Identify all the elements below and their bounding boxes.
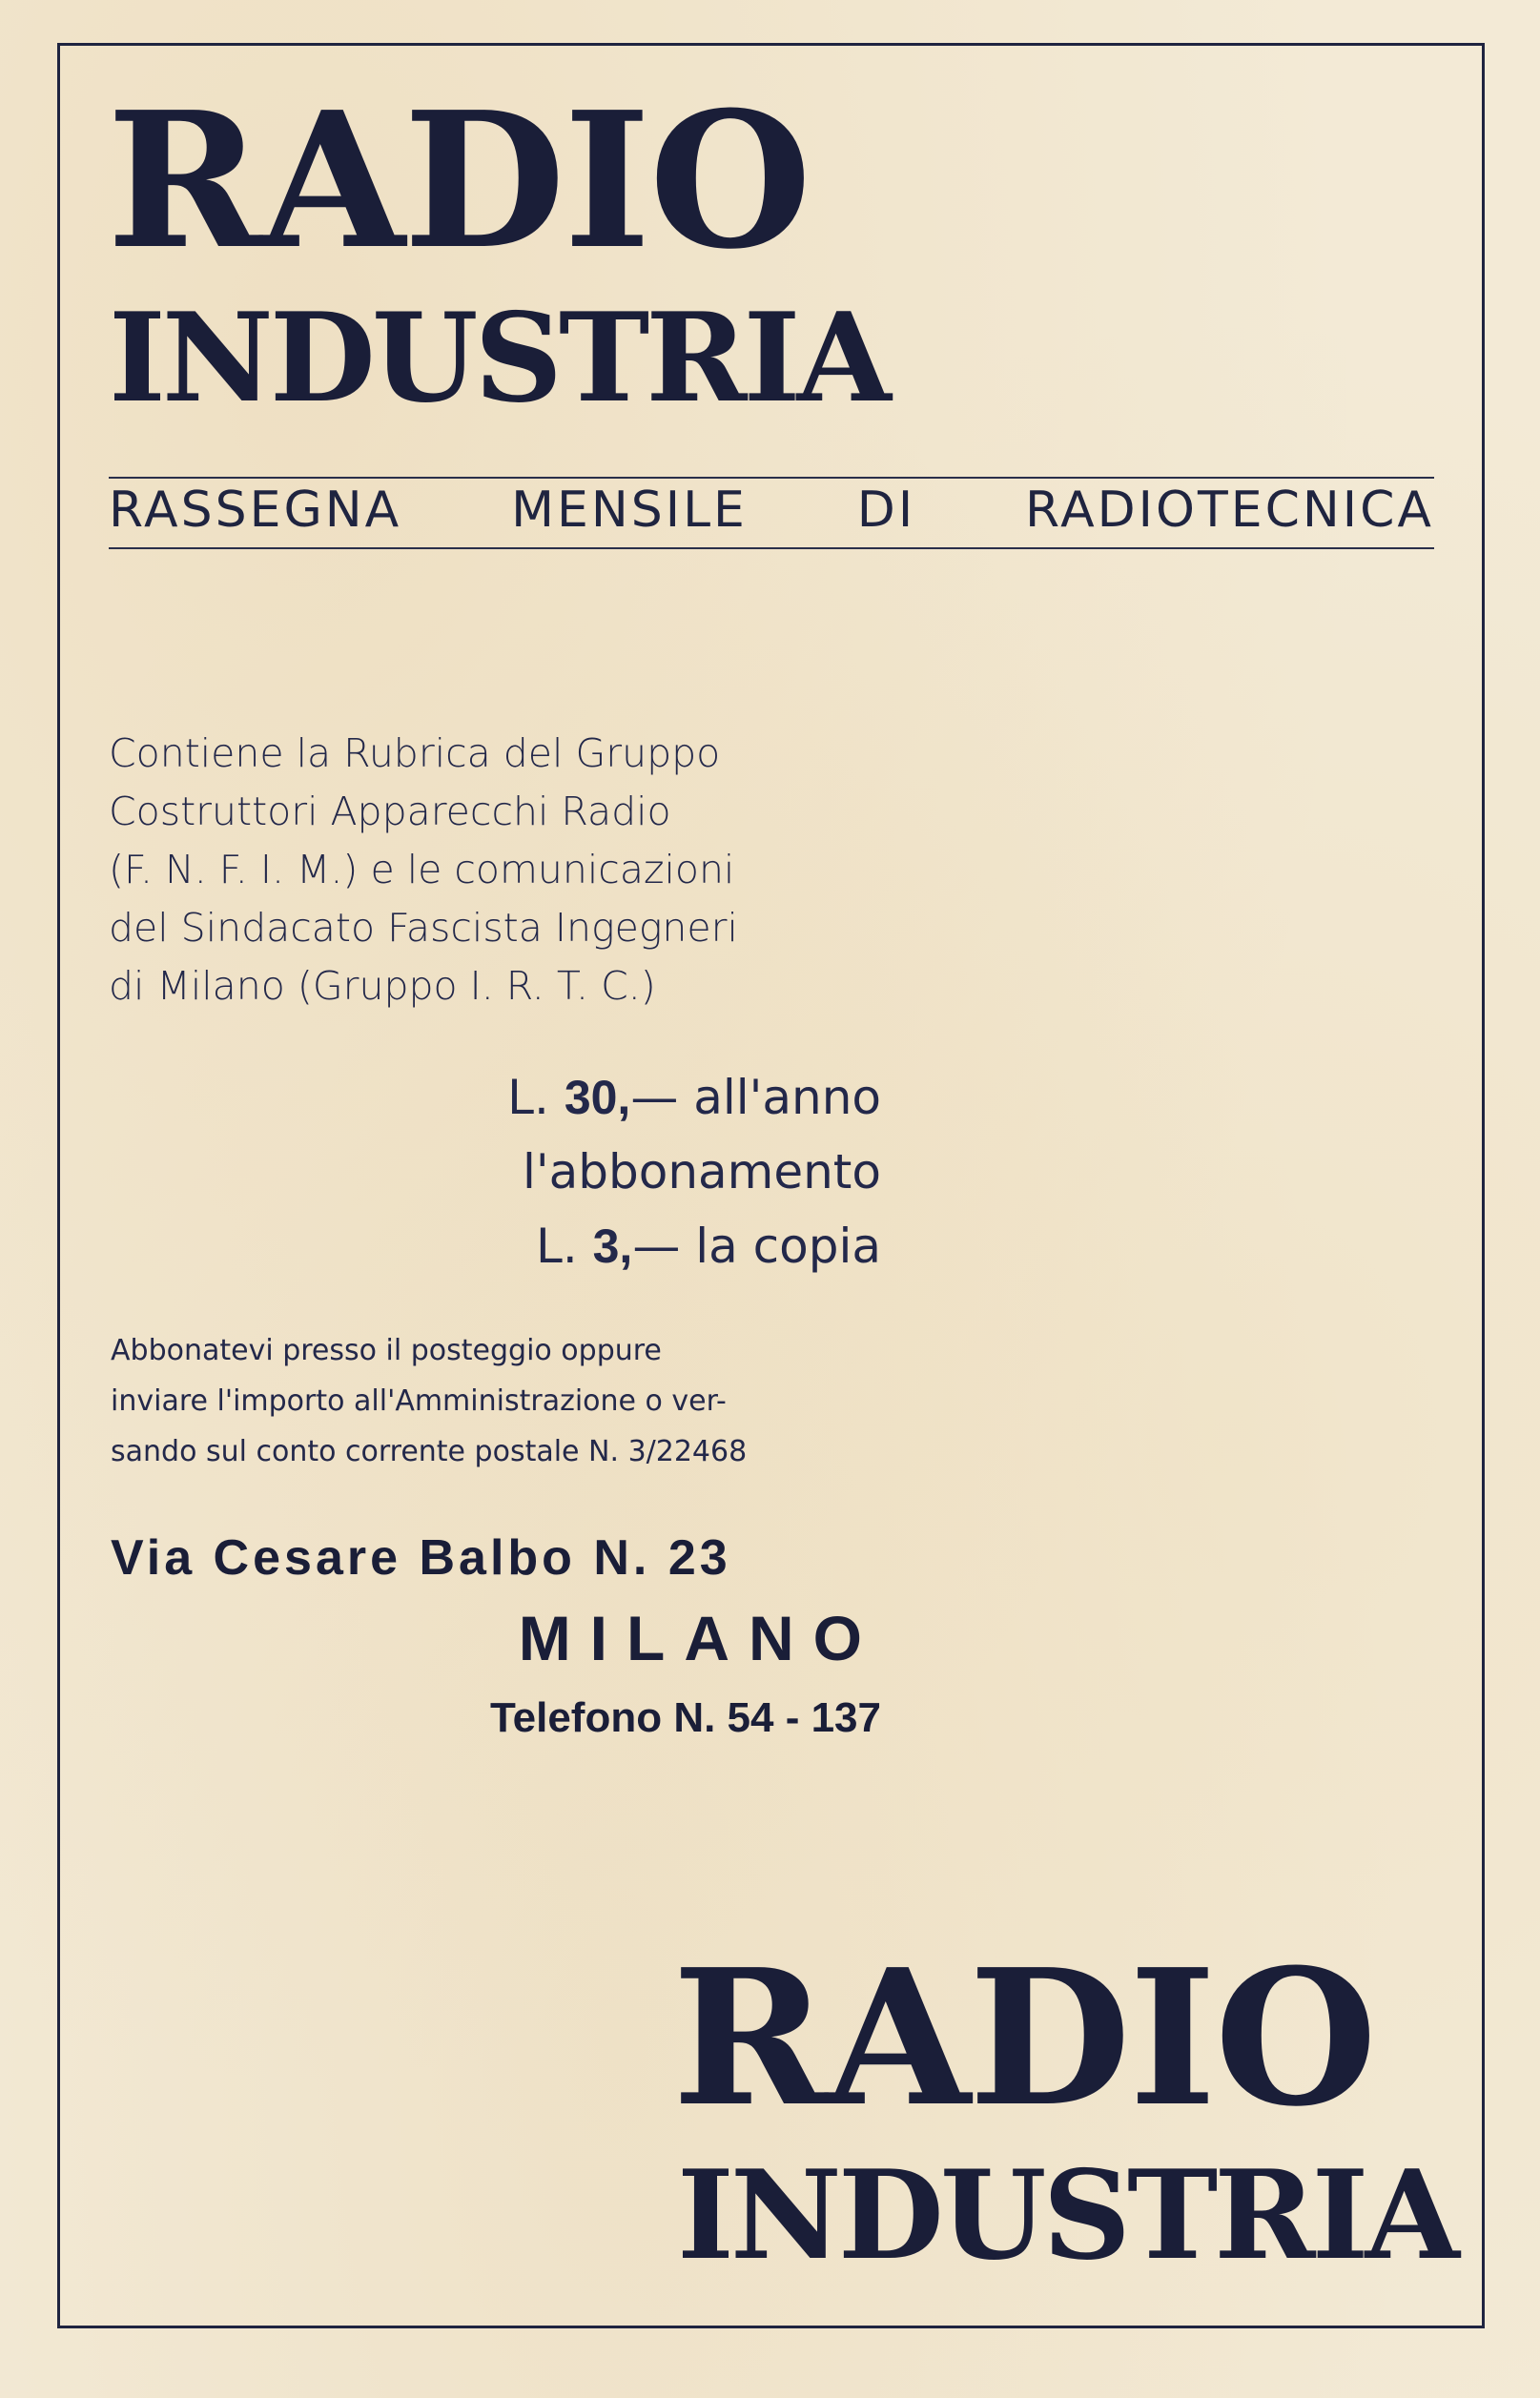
subtitle-bottom-rule [109, 547, 1434, 549]
annual-price-suffix: — all'anno [630, 1070, 881, 1125]
address-street: Via Cesare Balbo N. 23 [111, 1530, 731, 1586]
description-paragraph [109, 725, 881, 1015]
note-line: sando sul conto corrente postale N. 3/22468 [111, 1435, 748, 1468]
subscription-note [111, 1325, 881, 1477]
subtitle [109, 482, 1434, 539]
note-line: Abbonatevi presso il posteggio oppure [111, 1334, 662, 1367]
annual-price-amount: 30, [564, 1071, 631, 1124]
description-line: Costruttori Apparecchi Radio [109, 789, 671, 834]
subtitle-word: RADIOTECNICA [1025, 482, 1434, 539]
note-line: inviare l'importo all'Amministrazione o ver- [111, 1384, 727, 1418]
copy-price-prefix: L. [535, 1219, 578, 1274]
description-line: del Sindacato Fascista Ingegneri [109, 905, 738, 951]
subtitle-word: DI [856, 482, 916, 539]
subtitle-top-rule [109, 477, 1434, 479]
annual-price-label: l'abbonamento [522, 1144, 881, 1199]
address-city: MILANO [518, 1603, 881, 1673]
description-line: Contiene la Rubrica del Gruppo [109, 730, 721, 776]
masthead-title-industria: INDUSTRIA [109, 287, 888, 430]
copy-price [444, 1219, 881, 1274]
copy-price-amount: 3, [592, 1219, 633, 1273]
footer-title-radio: RADIO [672, 1929, 1376, 2148]
subtitle-word: MENSILE [511, 482, 748, 539]
description-line: di Milano (Gruppo I. R. T. C.) [109, 963, 656, 1009]
masthead-title-radio: RADIO [107, 72, 811, 291]
annual-price [444, 1070, 881, 1125]
subtitle-word: RASSEGNA [109, 482, 402, 539]
description-line: (F. N. F. I. M.) e le comunicazioni [109, 847, 735, 892]
copy-price-suffix: — la copia [632, 1219, 881, 1274]
annual-price-prefix: L. [507, 1070, 549, 1125]
footer-title-industria: INDUSTRIA [677, 2144, 1456, 2287]
address-phone: Telefono N. 54 - 137 [490, 1694, 881, 1741]
